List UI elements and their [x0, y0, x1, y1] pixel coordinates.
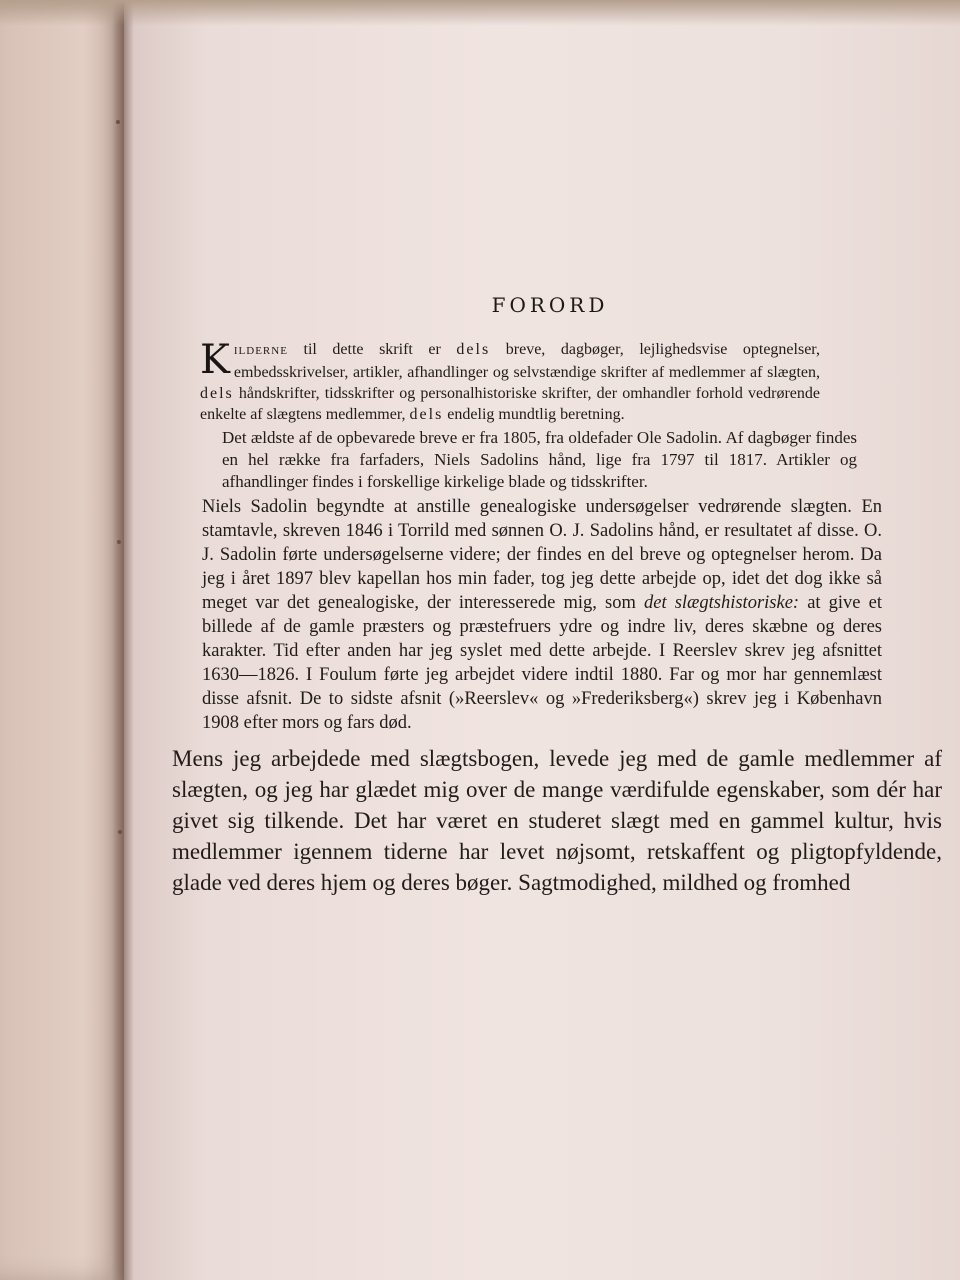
paragraph-2: Det ældste af de opbevarede breve er fra 1805, fra oldefader Ole Sadolin. Af dagbøger findes en hel række fra farfaders, Niels Sadolins hånd, lige fra 1797 til 1817. Artikler og afhandlinger findes i forskellige kirkelige blade og tidsskrifter.: [222, 428, 857, 491]
paragraph-1: [200, 339, 820, 425]
drop-cap: K: [200, 337, 230, 383]
binding-stitch: [116, 120, 120, 124]
book-gutter: [112, 0, 134, 1280]
lead-word: ILDERNE: [233, 345, 288, 357]
binding-stitch: [117, 540, 121, 544]
para1-text-4: endelig mundtlig beretning.: [443, 406, 625, 423]
spaced-word: dels: [409, 406, 444, 423]
para3-text-2: at give et billede af de gamle præsters og præstefruers ydre og indre liv, deres skæbne og deres karakter. Tid efter anden har jeg syslet med dette arbejde. I Reerslev skrev jeg afsnittet 1630—1826. I Foulum førte jeg arbejdet videre indtil 1880. Far og mor har gennemlæst disse afsnit. De to sidste afsnit (»Reerslev« og »Frederiksberg«) skrev jeg i København 1908 efter mors og fars død.: [202, 593, 882, 733]
para1-text-3: håndskrifter, tidsskrifter og personalhistoriske skrifter, der omhandler forhold vedrørende enkelte af slægtens medlemmer,: [200, 385, 820, 423]
page-title: FORORD: [491, 293, 609, 317]
paragraph-4: Mens jeg arbejdede med slægtsbogen, levede jeg med de gamle medlemmer af slægten, og jeg har glædet mig over de mange værdifulde egenskaber, som dér har givet sig tilkende. Det har været en studeret slægt med en gammel kultur, hvis medlemmer igennem tiderne har levet nøjsomt, retskaffent og pligtopfyldende, glade ved deres hjem og deres bøger. Sagtmodighed, mildhed og fromhed: [172, 746, 942, 895]
para3-text-1: Niels Sadolin begyndte at anstille genealogiske undersøgelser vedrørende slægten. En stamtavle, skreven 1846 i Torrild med sønnen O. J. Sadolins hånd, er resultatet af disse. O. J. Sadolin førte undersøgelserne videre; der findes en del breve og optegnelser herom. Da jeg i året 1897 blev kapellan hos min fader, tog jeg dette arbejde op, idet det dog ikke så meget var det genealogiske, der interesserede mig, som: [202, 497, 882, 613]
emphasis-text: det slægtshistoriske:: [643, 593, 800, 613]
page-text: [172, 275, 942, 898]
para1-text-1: til dette skrift er: [287, 341, 457, 358]
top-shadow: [0, 0, 960, 26]
spaced-word: dels: [456, 341, 491, 358]
binding-stitch: [118, 830, 122, 834]
spaced-word: dels: [200, 385, 234, 402]
para1-text-2: breve, dagbøger, lejlighedsvise optegnelser, embedsskrivelser, artikler, afhandlinger og selvstændige skrifter af medlemmer af slægten,: [233, 341, 820, 381]
paragraph-3: [180, 495, 882, 735]
